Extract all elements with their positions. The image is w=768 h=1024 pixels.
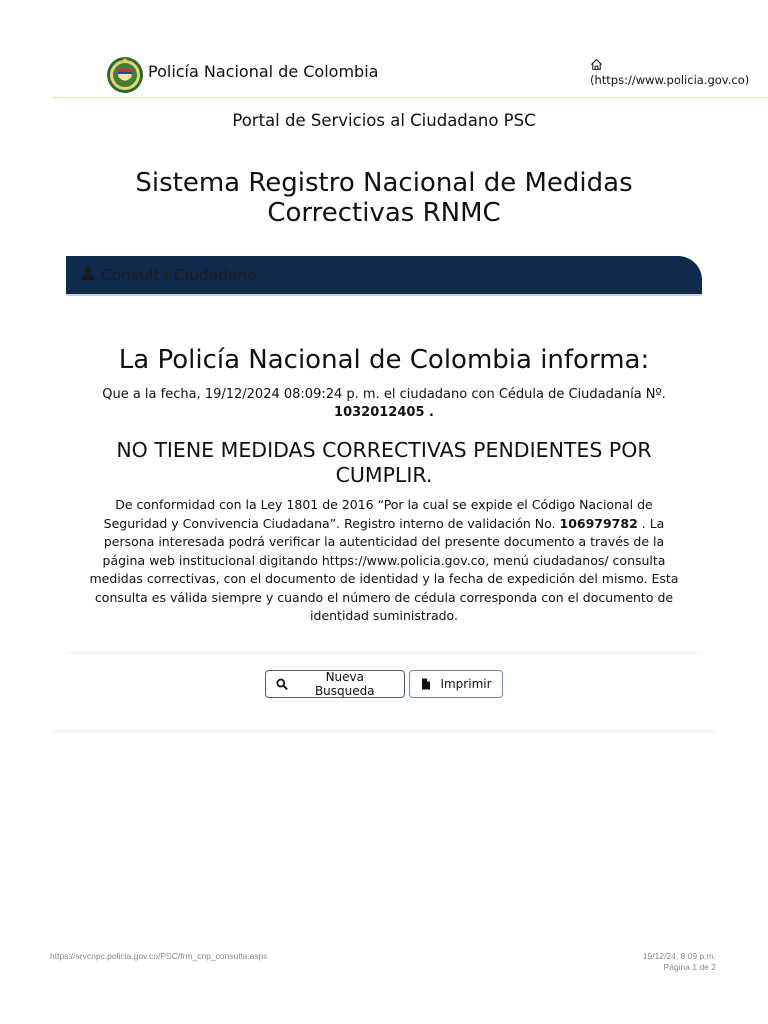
status-message: NO TIENE MEDIDAS CORRECTIVAS PENDIENTES POR CUMPLIR.	[116, 438, 652, 487]
validation-number: 106979782	[559, 515, 638, 531]
footer-meta	[560, 951, 716, 973]
document-number: 1032012405	[334, 405, 425, 420]
print-label: Imprimir	[440, 677, 492, 691]
home-icon[interactable]	[590, 58, 603, 71]
document-icon	[420, 678, 432, 690]
legal-paragraph	[88, 496, 680, 626]
intro-suffix: .	[424, 405, 434, 420]
footer-page-number: Página 1 de 2	[663, 962, 716, 972]
intro-paragraph	[60, 386, 708, 422]
new-search-label: Nueva Busqueda	[314, 670, 375, 698]
home-link-text[interactable]: (https://www.policia.gov.co)	[590, 73, 750, 87]
intro-text: Que a la fecha, 19/12/2024 08:09:24 p. m. el ciudadano con Cédula de Ciudadanía Nº.	[102, 387, 666, 402]
legal-part1: De conformidad con la Ley 1801 de 2016 “Por la cual se expide el Código Nacional de Seguridad y Convivencia Ciudadana”. Registro interno de validación No.	[103, 497, 653, 531]
content-divider	[66, 652, 702, 653]
home-link[interactable]	[590, 58, 768, 87]
informa-title: La Policía Nacional de Colombia informa:	[118, 345, 650, 375]
legal-part2: . La persona interesada podrá verificar la autenticidad del presente documento a través de la página web institucional digitando https://www.policia.gov.co, menú ciudadanos/ consulta medidas correctivas, con el documento de identidad y la fecha de expedición del mismo. Esta consulta es válida siempre y cuando el número de cédula corresponda con el documento de identidad suministrado.	[89, 515, 679, 623]
header-divider	[52, 97, 768, 98]
portal-title: Portal de Servicios al Ciudadano PSC	[232, 111, 536, 130]
new-search-button[interactable]	[265, 670, 405, 698]
banner-underline	[66, 294, 702, 296]
system-title: Sistema Registro Nacional de Medidas Correctivas RNMC	[135, 168, 633, 228]
user-icon	[80, 265, 96, 281]
print-button[interactable]	[409, 670, 503, 698]
brand-name: Policía Nacional de Colombia	[148, 62, 379, 81]
footer-datetime: 19/12/24, 8:09 p.m.	[642, 951, 716, 961]
footer-url: https://srvcnpc.policia.gov.co/PSC/frm_cnp_consulta.aspx	[50, 951, 268, 961]
bottom-divider	[52, 731, 716, 732]
search-icon	[276, 678, 288, 690]
banner-label: Consulta Ciudadano	[101, 266, 257, 284]
police-shield-logo-icon[interactable]	[106, 56, 144, 94]
